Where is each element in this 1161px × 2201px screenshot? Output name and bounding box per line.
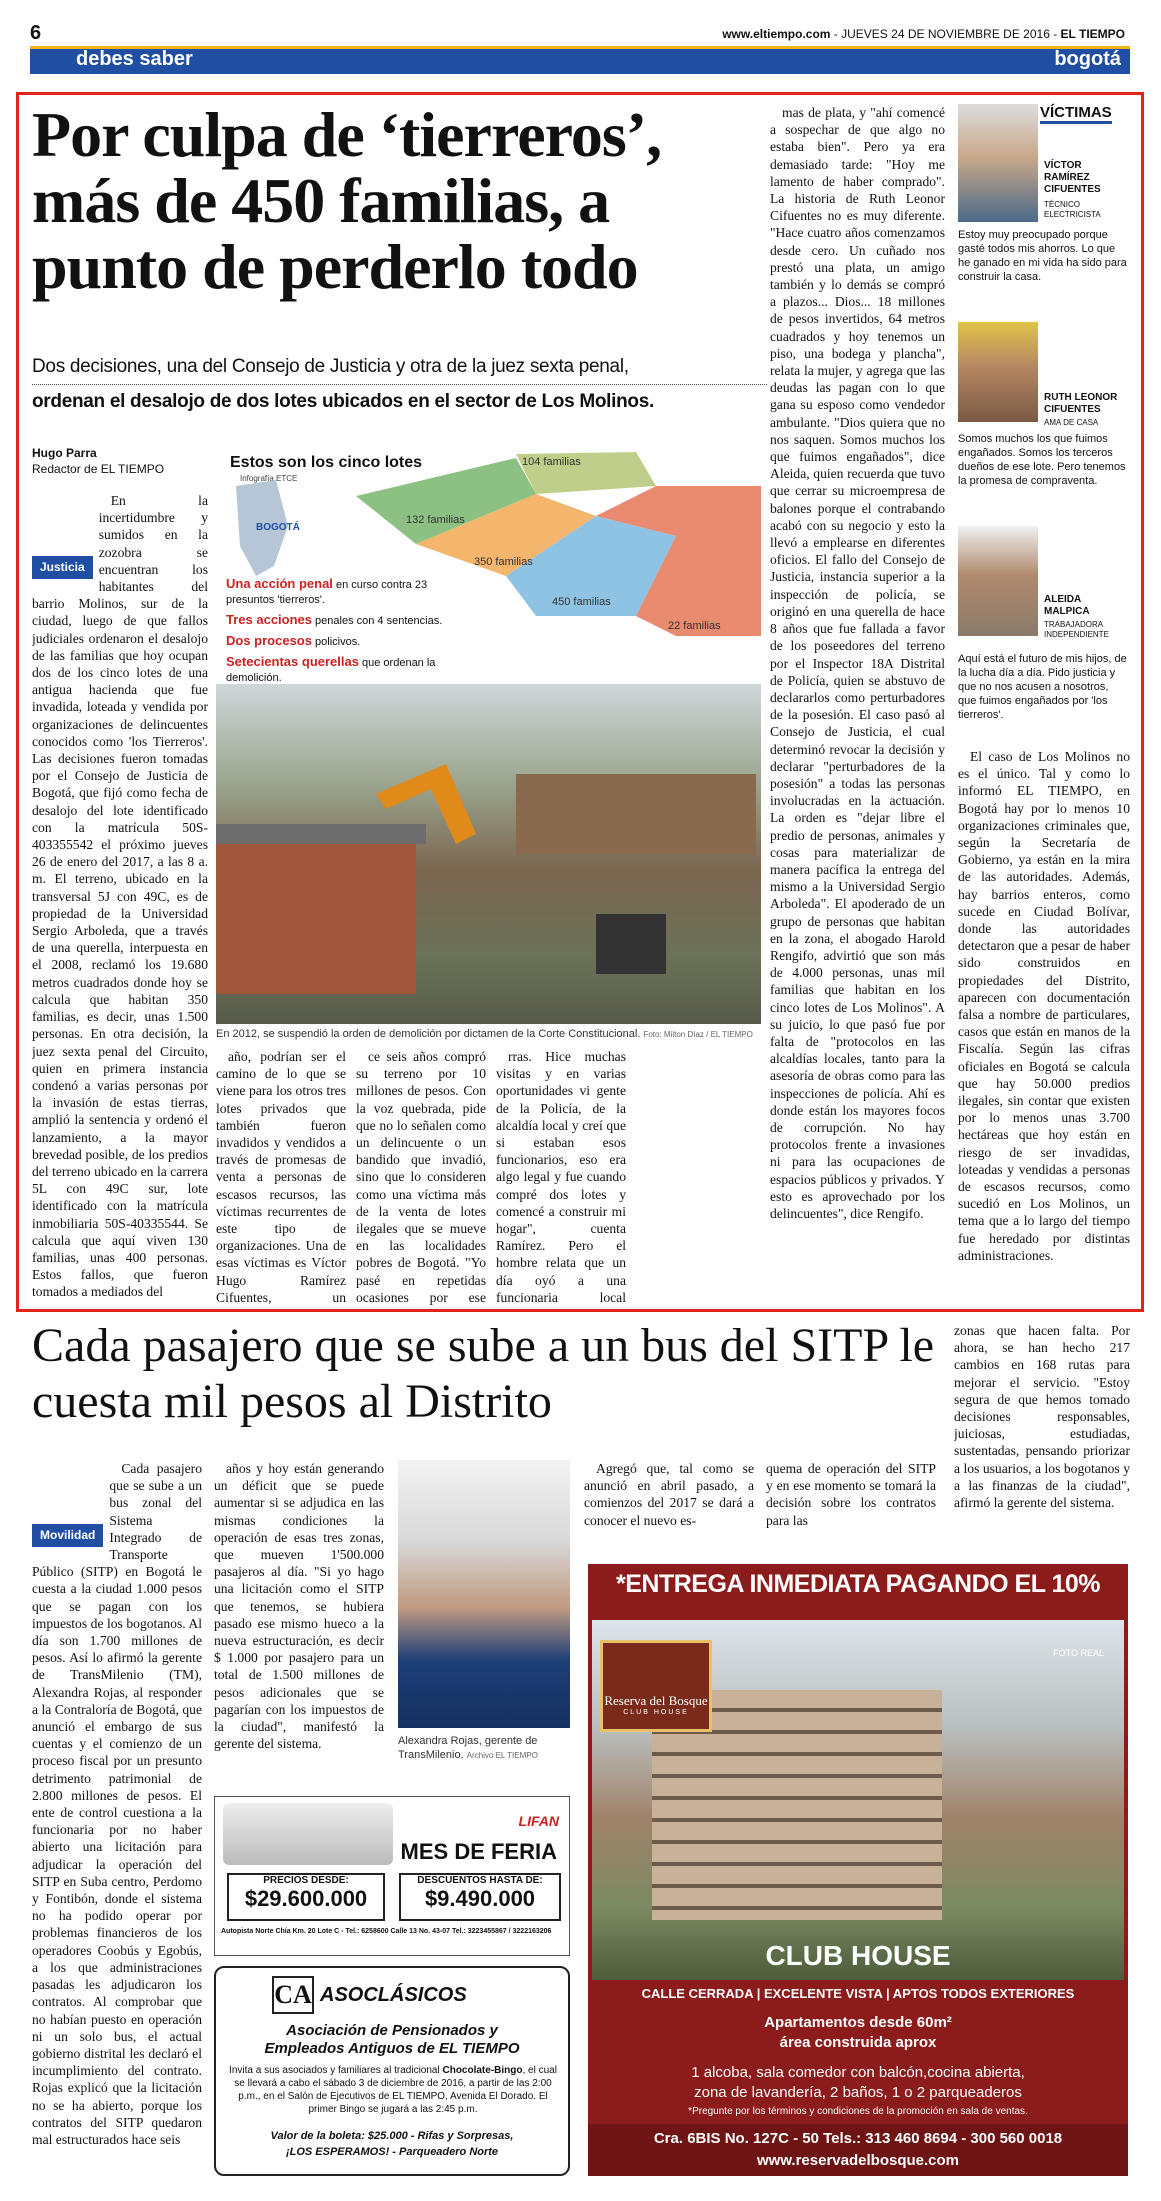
lifan-discount-box: DESCUENTOS HASTA DE: $9.490.000 — [399, 1873, 561, 1921]
reserva-clubhouse: CLUB HOUSE — [765, 1940, 951, 1971]
ad-reserva-del-bosque[interactable] — [588, 1564, 1128, 2176]
reserva-web[interactable]: www.reservadelbosque.com — [756, 2152, 960, 2169]
reserva-banner: *ENTREGA INMEDIATA PAGANDO EL 10% — [615, 1570, 1100, 1598]
reserva-address: Cra. 6BIS No. 127C - 50 Tels.: 313 460 8694 - 300 560 0018 — [653, 2130, 1063, 2147]
paper-name: EL TIEMPO — [1060, 27, 1125, 41]
bullet-3: Dos procesos policivos. — [226, 633, 361, 648]
lot-label-132: 132 familias — [406, 514, 465, 526]
lifan-address: Autopista Norte Chía Km. 20 Lote C - Tel.: 6258600 Calle 13 No. 43-07 Tel.: 3223455867 / 3222163206 — [221, 1928, 552, 1935]
masthead-line — [722, 27, 1125, 41]
story1-deck1: Dos decisiones, una del Consejo de Justicia y otra de la juez sexta penal, — [32, 356, 629, 377]
story1-column-1 — [32, 492, 208, 1302]
lifan-trucks — [223, 1803, 393, 1865]
victim1-photo — [958, 104, 1038, 222]
page-number: 6 — [30, 22, 42, 44]
site-url[interactable]: www.eltiempo.com — [722, 27, 831, 41]
story1-headline: Por culpa de ‘tierreros’, más de 450 familias, a punto de perderlo todo — [32, 99, 662, 302]
asoc-body: Invita a sus asociados y familiares al tradicional Chocolate-Bingo, el cual se llevará a cabo el sábado 3 de diciembre de 2016, a partir de las 2:00 p.m., en el Salón de Ejecutivos de EL TIEMPO, Avenida El Dorado. El primer Bingo se jugará a las 2:45 p.m. — [229, 2065, 557, 2115]
victim2-name: RUTH LEONOR CIFUENTES — [1044, 392, 1118, 415]
victim3-name: ALEIDA MALPICA — [1044, 594, 1090, 617]
lot-label-450: 450 familias — [552, 596, 611, 608]
roof-left — [216, 824, 426, 844]
victims-title: VÍCTIMAS — [1040, 104, 1112, 124]
bullet-1: Una acción penal en curso contra 23 presuntos 'tierreros'. — [226, 576, 428, 606]
victim3-quote: Aquí está el futuro de mis hijos, de la lucha día a día. Pido justicia y que no nos acusen a nosotros, que fuimos engañados por 'los tierreros'. — [958, 653, 1127, 721]
lot-label-350: 350 familias — [474, 556, 533, 568]
lot-label-104: 104 familias — [522, 456, 581, 468]
ad-lifan[interactable] — [214, 1796, 570, 1956]
asoc-name: ASOCLÁSICOS — [320, 1984, 467, 2006]
lifan-brand: LIFAN — [518, 1813, 559, 1829]
reserva-desc1: 1 alcoba, sala comedor con balcón,cocina abierta, — [691, 2064, 1025, 2081]
lifan-price-box: PRECIOS DESDE: $29.600.000 — [227, 1873, 385, 1921]
story1-column-2: año, podrían ser el camino de lo que se viene para los otros tres lotes privados que también fueron invadidos y vendidos a través de promesas de venta a personas de escasos recursos, las víctimas recurrentes de este tipo de organizaciones. Una de esas víctimas es Víctor Hugo Ramírez Cifuentes, un — [216, 1049, 346, 1305]
story2-photo-caption: Alexandra Rojas, gerente de TransMilenio. Archivo EL TIEMPO — [398, 1735, 538, 1761]
story2-column-5: zonas que hacen falta. Por ahora, se han hecho 217 cambios en 168 rutas para mejorar el servicio. "Estoy segura de que hemos tomado decisiones responsables, juiciosas, estudiadas, sustentadas, pensando priorizar a los usuarios, a los bogotanos y a las finanzas de la ciudad", afirmó la gerente del sistema. — [954, 1323, 1130, 1511]
asoc-close: ¡LOS ESPERAMOS! - Parqueadero Norte — [285, 2146, 499, 2158]
asoc-title1: Asociación de Pensionados y — [286, 2022, 498, 2039]
story1-photo-caption: En 2012, se suspendió la orden de demolición por dictamen de la Corte Constitucional. Foto: Milton Díaz / EL TIEMPO — [216, 1028, 753, 1040]
reserva-features: CALLE CERRADA | EXCELENTE VISTA | APTOS TODOS EXTERIORES — [641, 1986, 1075, 2001]
story1-tag: Justicia — [32, 556, 93, 579]
ad-asoclasicos[interactable] — [214, 1966, 570, 2176]
story2-column-4: quema de operación del SITP y en ese momento se tomará la decisión sobre los contratos para las — [766, 1461, 936, 1528]
victim2-role: AMA DE CASA — [1044, 418, 1099, 427]
infographic-credit: Infografía ETCE — [240, 474, 298, 483]
building-right — [516, 774, 756, 854]
section-label: debes saber — [76, 48, 193, 70]
photo-scene — [216, 684, 761, 1024]
story1-photo — [216, 684, 761, 1024]
bullet-4: Setecientas querellas que ordenan la demolición. — [226, 654, 436, 684]
infographic — [216, 446, 761, 684]
issue-date: - JUEVES 24 DE NOVIEMBRE DE 2016 - — [830, 27, 1061, 41]
victim2-quote: Somos muchos los que fuimos engañados. Somos los terceros dueños de ese lote. Pero tenemos la promesa de compraventa. — [958, 433, 1126, 487]
story1-author: Hugo Parra — [32, 446, 97, 460]
asoc-logo: CA — [272, 1976, 314, 2014]
reserva-photo-tag: FOTO REAL — [1053, 1648, 1104, 1658]
truck — [596, 914, 666, 974]
victim1-name: VÍCTOR RAMÍREZ CIFUENTES — [1044, 160, 1101, 195]
section-bar — [30, 46, 1130, 74]
story2-photo — [398, 1460, 570, 1728]
victim2-photo — [958, 322, 1038, 422]
reserva-logo: Reserva del Bosque CLUB HOUSE — [600, 1640, 712, 1732]
asoc-price: Valor de la boleta: $25.000 - Rifas y Sorpresas, — [270, 2130, 514, 2142]
victim1-quote: Estoy muy preocupado porque gasté todos mis ahorros. Lo que he ganado en mi vida ha sido para construir la casa. — [958, 229, 1127, 283]
reserva-apt2: área construida aprox — [779, 2034, 937, 2051]
story2-headline: Cada pasajero que se sube a un bus del SITP le cuesta mil pesos al Distrito — [32, 1319, 934, 1428]
bullet-2: Tres acciones penales con 4 sentencias. — [226, 612, 443, 627]
story1-column-4: rras. Hice muchas visitas y en varias oportunidades vi gente de la Policía, de la alcaldía local y creí que si estaban esos funcionarios, eso era algo legal y fue cuando compré dos lotes y comencé a construir mi hogar", cuenta Ramírez. Pero el hombre relata que un día oyó a una funcionaria local — [496, 1049, 626, 1305]
infographic-bullets — [226, 576, 456, 686]
story1-col1-text: En la incertidumbre y sumidos en la zozobra se encuentran los habitantes del barrio Molinos, sur de la ciudad, luego de que fallos judiciales ordenaron el desalojo de las familias que hoy ocupan dos de los cinco lotes de una antigua hacienda que fue invadida, loteada y vendida por organizaciones de delincuentes conocidos como 'los Tierreros'. Las decisiones fueron tomadas por el Consejo de Justicia de Bogotá, que fijó como fecha de desalojo del lote identificado con la matrícula 50S-403355542 el próximo jueves 26 de enero del 2017, a las 8 a. m. El terreno, ubicado en la transversal 5J con 49C, es de propiedad de la Universidad Sergio Arboleda, que a través de una querella, interpuesta en el 2008, reclamó los 19.680 metros cuadrados donde hoy se calcula que habitan 350 familias, es decir, unas 1.500 personas. En otra decisión, la juez sexta penal del Circuito, quien en primera instancia condenó a varias personas por la invasión de estas tierras, amplió la sentencia y ordenó el lanzamiento, a la mayor brevedad posible, de los predios del terreno ubicado en la carrera 5L con 49C sur, lote identificado con la matrícula inmobiliaria 50S-40335544. Se calcula que aquí viven 130 familias, unas 400 personas. Estos fallos, que fueron tomados a mediados del — [32, 493, 208, 1300]
victim3-photo — [958, 526, 1038, 636]
story1-column-3: ce seis años compró su terreno por 10 millones de pesos. Con la voz quebrada, pide que no lo señalen como un delincuente o un bandido que invadió, sino que lo consideren como una víctima más de la venta de lotes ilegales que se mueve en las localidades pobres de Bogotá. "Yo pasé en repetidas ocasiones por ese — [356, 1049, 486, 1305]
story2-tag: Movilidad — [32, 1524, 103, 1547]
story1-author-role: Redactor de EL TIEMPO — [32, 462, 165, 476]
infographic-title: Estos son los cinco lotes — [230, 454, 423, 471]
reserva-apt1: Apartamentos desde 60m² — [764, 2014, 952, 2031]
asoc-title2: Empleados Antiguos de EL TIEMPO — [264, 2040, 520, 2057]
reserva-photo — [592, 1620, 1124, 1980]
story2-column-1: Movilidad Cada pasajero que se sube a un bus zonal del Sistema Integrado de Transporte Público (SITP) en Bogotá le cuesta a la ciudad 1.000 pesos que se pagan con los impuestos de los bogotanos. Al día son 1.700 millones de pesos. Así lo afirmó la gerente de TransMilenio (TM), Alexandra Rojas, al responder a la Contraloría de Bogotá, que anunció el embargo de sus cuentas y el comienzo de un proceso fiscal por un presunto detrimento patrimonial de 2.800 millones de pesos. El ente de control cuestiona a la funcionaria por no haber abierto una licitación para adjudicar la operación del SITP en Suba centro, Perdomo y Fontibón, donde el sistema no ha podido operar por problemas financieros de los operadores Coobús y Egobús, a los que administraciones pasadas les adjudicaron los contratos. Al comprobar que no habían puesto en operación ni un solo bus, el actual gobierno distrital les declaró el incumplimiento del contrato. Rojas explicó que la licitación no se ha abierto, porque los contratos del SITP quedaron mal estructurados hace seis — [32, 1461, 202, 2147]
story1-column-6: El caso de Los Molinos no es el único. Tal y como lo informó EL TIEMPO, en Bogotá hay por lo menos 10 organizaciones criminales que, según la Secretaría de Gobierno, ya están en la mira de las autoridades. Además, hay barrios enteros, como sucede en Ciudad Bolívar, donde las autoridades detectaron que a pesar de haber sido construidos en propiedades del Distrito, aparecen con documentación falsa a nombre de particulares, casos que están en manos de la Fiscalía. Según las cifras oficiales en Bogotá se calcula que hay 50.000 predios ilegales, sin contar que existen por lo menos unas 3.700 hectáreas que hoy están en riesgo de ser invadidas, loteadas y vendidas a personas de escasos recursos, como sucedió en Los Molinos, un tema que a lo largo del tiempo fue heredado por distintas administraciones. — [958, 749, 1130, 1263]
victim1-role: TÉCNICO ELECTRICISTA — [1044, 200, 1101, 219]
story2-column-2: años y hoy están generando un déficit que se puede aumentar si se adjudica en las mismas condiciones la operación de esas tres zonas, que mueven 1'500.000 pasajeros al día. "Si yo hago una licitación como el SITP que tenemos, se hubiera pasado ese mismo hueco a la nueva estructuración, es decir $ 1.000 por pasajero para un total de 1.500 millones de pesos adicionales que se pagarían con los impuestos de la ciudad", manifestó la gerente del sistema. — [214, 1461, 384, 1752]
reserva-note: *Pregunte por los términos y condiciones de la promoción en sala de ventas. — [688, 2106, 1028, 2117]
lifan-title: MES DE FERIA — [400, 1839, 557, 1864]
story2-column-3: Agregó que, tal como se anunció en abril pasado, a comienzos del 2017 se dará a conocer el nuevo es- — [584, 1461, 754, 1528]
building-left — [216, 834, 416, 994]
city-label: bogotá — [1054, 48, 1121, 70]
story1-deck2: ordenan el desalojo de dos lotes ubicados en el sector de Los Molinos. — [32, 384, 767, 413]
lot-label-22: 22 familias — [668, 620, 721, 632]
story1-column-5: mas de plata, y "ahí comencé a sospechar de que algo no estaba bien". Pero ya era demasiado tarde: "Hoy me lamento de haber comprado". La historia de Ruth Leonor Cifuentes no es muy diferente. "Hace cuatro años comenzamos desde cero. Un cuñado nos prestó una plata, un amigo también y lo demás se compró a plazos... Dios... 18 millones de pesos invertidos, 64 metros cuadrados y hoy tenemos un piso, una bodega y plancha", relata la mujer, y agrega que las deudas las pagan con lo que gana su esposo como vendedor ambulante. "Dios quiera que no nos saquen. Somos muchos los que fuimos engañados", dice Aleida, quien recuerda que tuvo que cerrar su microempresa de balones porque el contrabando acabó con su negocio y esto la llevó a emplearse en diferentes oficios. El fallo del Consejo de Justicia, instancia superior a la inspección de policía, se originó en una querella de hace 8 años que fue fallada a favor de los poseedores del terreno por el Inspector 18A Distrital de Policía, quien se abstuvo de declararlos como perturbadores de la posesión. El caso pasó al Consejo de Justicia, el cual determinó revocar la decisión y declarar "perturbadores de la posesión" a todas las personas involucradas en la actuación. La orden es "dejar libre el predio de personas, animales y cosas para materializar de manera pacífica la entrega del mismo a la Universidad Sergio Arboleda". El apoderado de un grupo de personas que habitan en la zona, el abogado Harold Rengifo, advirtió que son más de 4.000 personas, unas mil familias que habitan en los cinco lotes de Los Molinos". A su juicio, lo que pasó fue por falta de "protocolos en las alcaldías locales, tanto para la asesoría de obras como para las inspecciones de policía. Ahí es donde están los mayores focos de corrupción. No hay protocolos frente a invasiones ni para las ocupaciones de espacios públicos y privados. Y esto es aprovechado por los delincuentes", dice Rengifo. — [770, 105, 945, 1221]
infographic-city: BOGOTÁ — [256, 522, 300, 533]
victim3-role: TRABAJADORA INDEPENDIENTE — [1044, 620, 1109, 639]
reserva-desc2: zona de lavandería, 2 baños, 1 o 2 parqueaderos — [694, 2084, 1022, 2101]
